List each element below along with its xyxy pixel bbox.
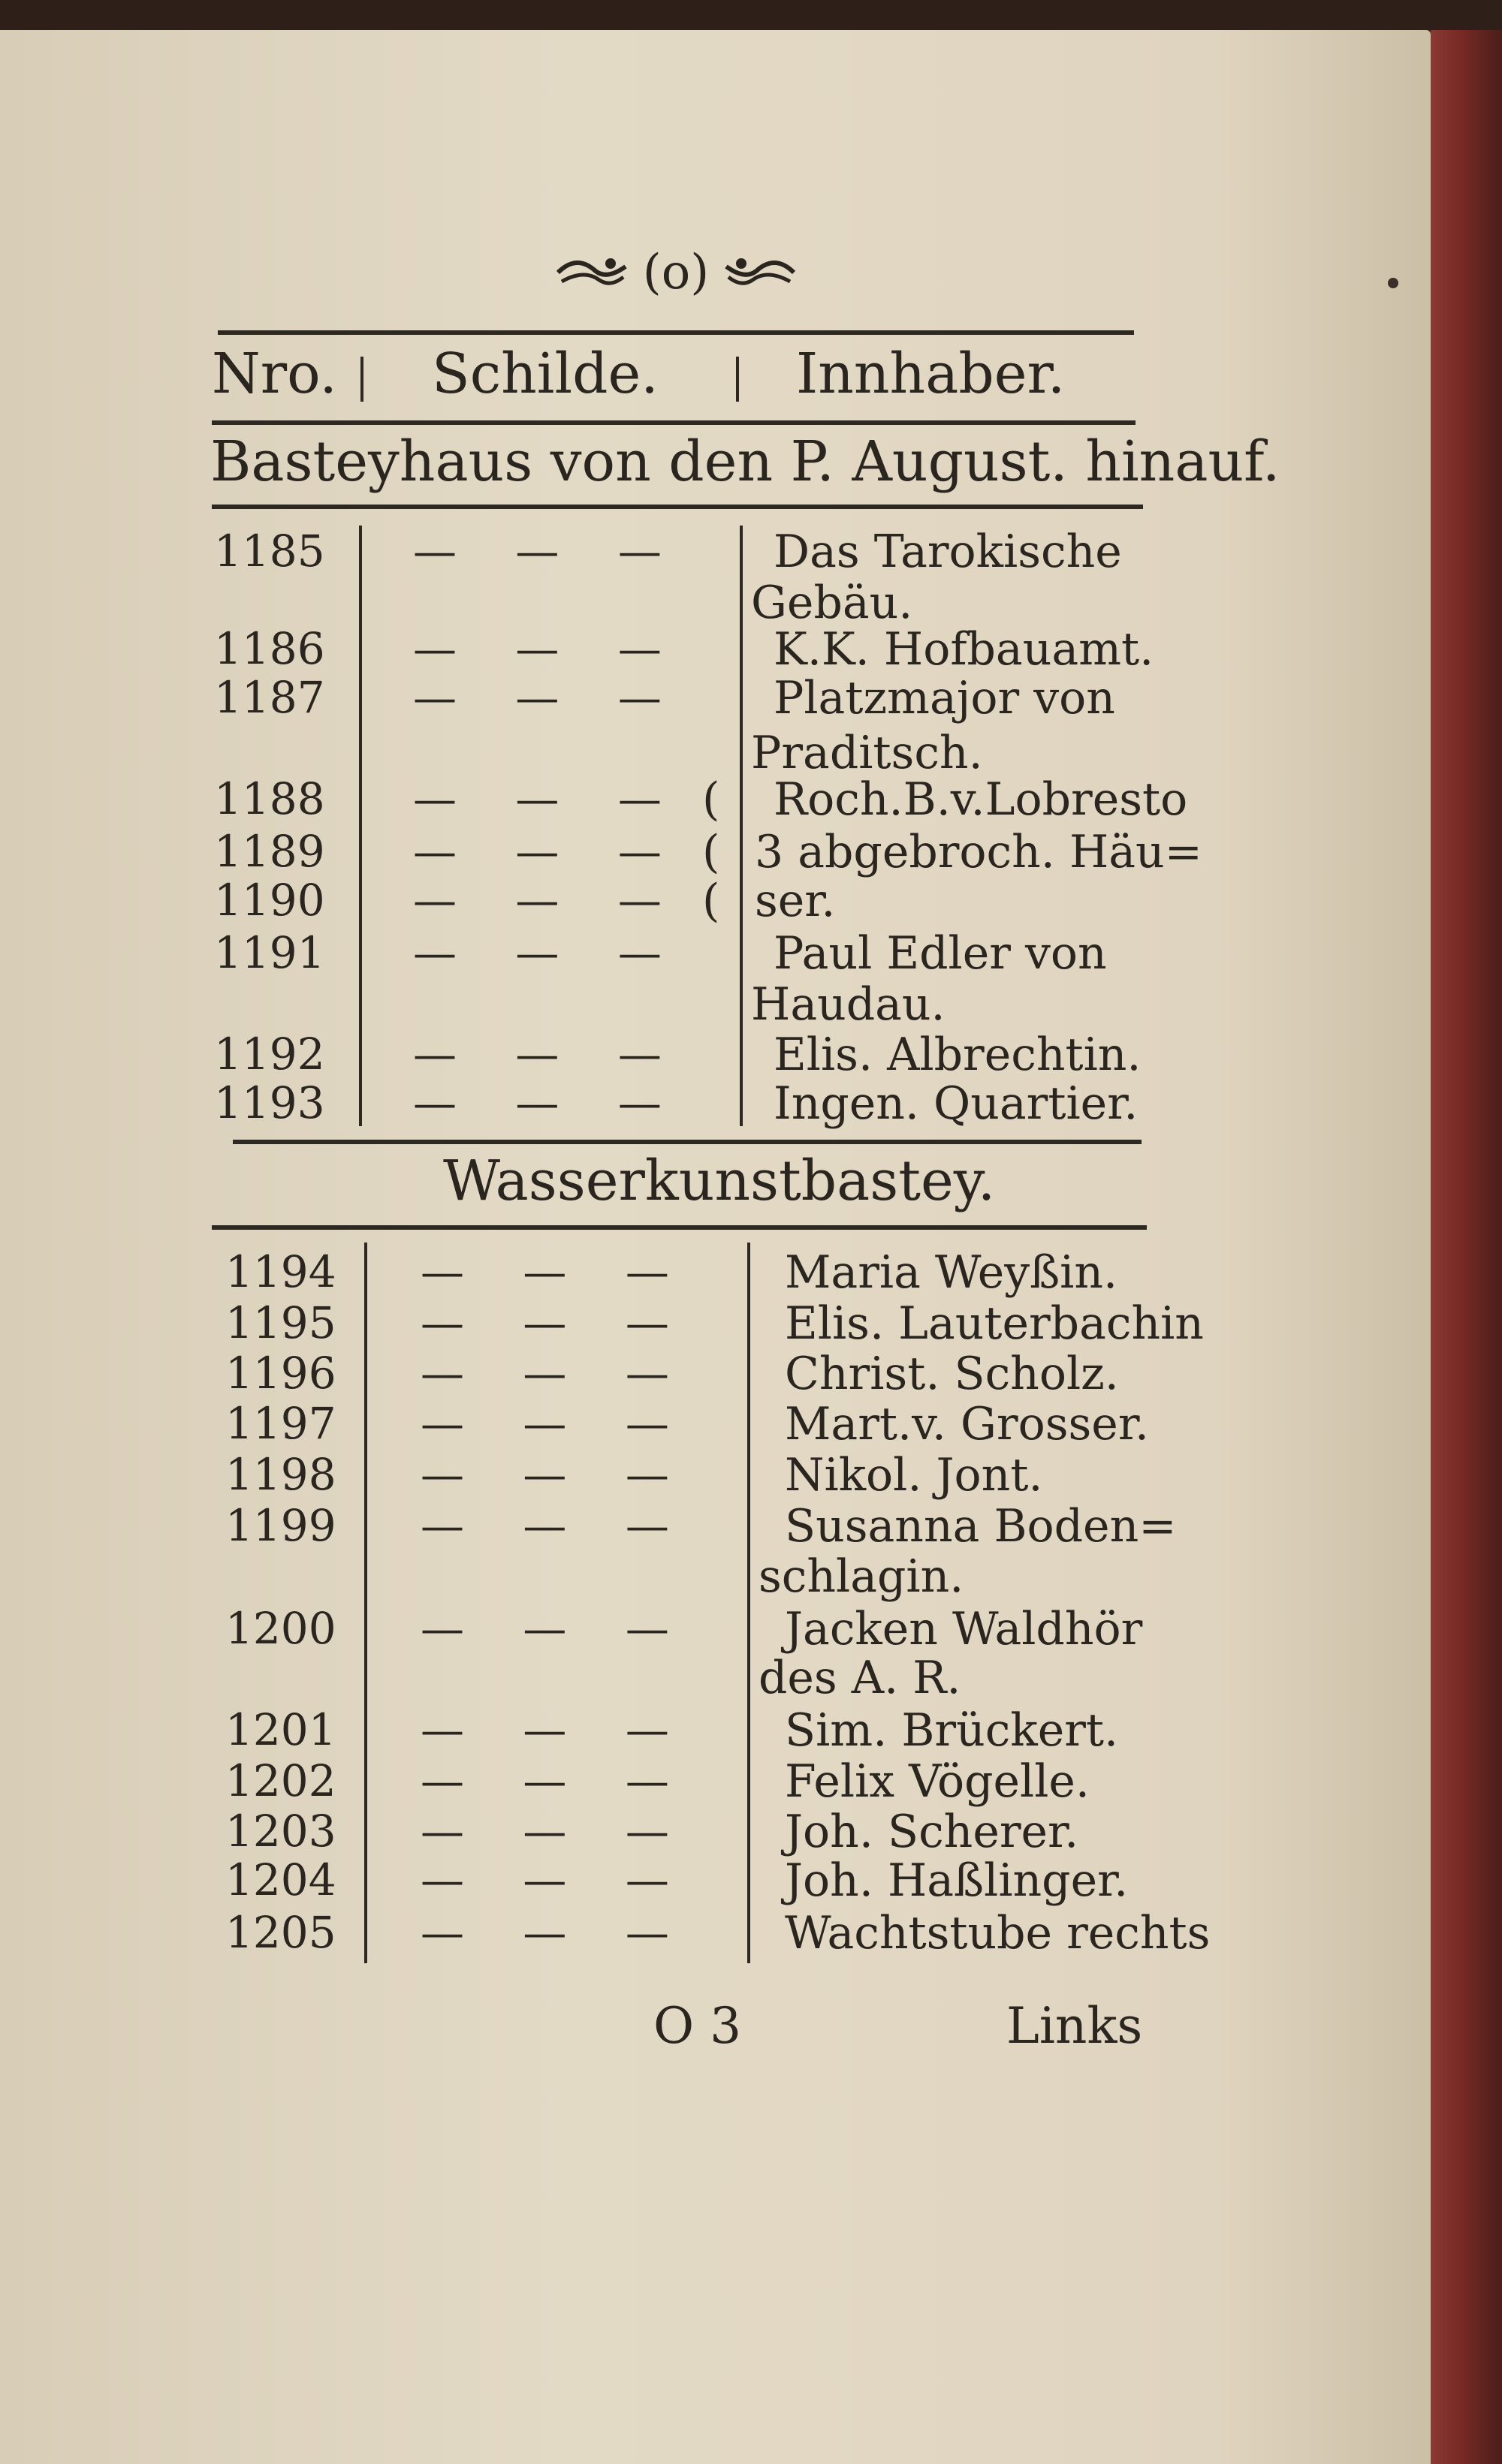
header-top-rule [218, 330, 1134, 335]
page-edge [1431, 30, 1502, 2464]
row-number: 1200 [225, 1603, 336, 1654]
row-dashes: — — — [421, 1854, 692, 1905]
row-dashes: — — — [413, 1077, 684, 1128]
row-dashes: — — — [413, 875, 684, 926]
row-number: 1189 [214, 826, 325, 877]
row-number: 1195 [225, 1297, 336, 1348]
row-number: 1190 [214, 875, 325, 926]
owner-name: ser. [755, 875, 836, 927]
row-dashes: — — — [421, 1297, 692, 1348]
row-dashes: — — — [421, 1348, 692, 1399]
header-divider [360, 357, 363, 402]
row-number: 1203 [225, 1806, 336, 1857]
row-dashes: — — — [413, 623, 684, 674]
row-dashes: — — — [413, 526, 684, 577]
row-number: 1192 [214, 1029, 325, 1080]
owner-name-continued: Haudau. [751, 978, 946, 1031]
right-ornament-icon [722, 250, 798, 295]
row-dashes: — — — [413, 927, 684, 978]
row-number: 1194 [225, 1246, 336, 1297]
row-number: 1201 [225, 1704, 336, 1755]
owner-name-continued: Praditsch. [751, 727, 983, 779]
owner-name: Joh. Haßlinger. [785, 1854, 1129, 1907]
brace-mark: ( [702, 826, 720, 878]
row-number: 1188 [214, 773, 325, 824]
section1-rule [212, 505, 1143, 509]
owner-name: Roch.B.v.Lobresto [774, 773, 1188, 826]
row-number: 1191 [214, 927, 325, 978]
ink-speck [1388, 278, 1398, 288]
column-line [740, 526, 743, 1126]
row-dashes: — — — [421, 1806, 692, 1857]
row-number: 1185 [214, 526, 325, 577]
owner-name-continued: Gebäu. [751, 577, 913, 629]
row-number: 1205 [225, 1907, 336, 1958]
section1-end-rule [233, 1140, 1142, 1144]
row-number: 1196 [225, 1348, 336, 1399]
owner-name: Jacken Waldhör [785, 1603, 1143, 1655]
row-number: 1186 [214, 623, 325, 674]
column-line [747, 1243, 750, 1963]
header-divider [736, 357, 739, 402]
owner-name: Christ. Scholz. [785, 1348, 1119, 1400]
header-nr: Nro. [212, 342, 337, 406]
left-ornament-icon [554, 250, 629, 295]
owner-name: Wachtstube rechts [785, 1907, 1211, 1959]
row-dashes: — — — [413, 672, 684, 723]
owner-name: Sim. Brückert. [785, 1704, 1119, 1757]
row-dashes: — — — [413, 773, 684, 824]
row-dashes: — — — [413, 826, 684, 877]
owner-name: Platzmajor von [774, 672, 1115, 724]
owner-name: Maria Weyßin. [785, 1246, 1118, 1299]
row-dashes: — — — [421, 1704, 692, 1755]
row-number: 1198 [225, 1449, 336, 1500]
owner-name: Mart.v. Grosser. [785, 1398, 1149, 1450]
owner-name: Joh. Scherer. [785, 1806, 1079, 1858]
section1-title: Basteyhaus von den P. August. hinauf. [210, 429, 1280, 494]
brace-mark: ( [702, 875, 720, 927]
row-dashes: — — — [421, 1907, 692, 1958]
row-dashes: — — — [421, 1603, 692, 1654]
owner-name: K.K. Hofbauamt. [774, 623, 1154, 676]
owner-name: Susanna Boden= [785, 1500, 1177, 1553]
signature-mark: O 3 [653, 1997, 742, 2055]
owner-name-continued: des A. R. [759, 1652, 961, 1704]
owner-name: Ingen. Quartier. [774, 1077, 1139, 1130]
brace-mark: ( [702, 773, 720, 826]
owner-name: Elis. Albrechtin. [774, 1029, 1142, 1081]
section2-rule [212, 1225, 1147, 1230]
page-number: (o) [642, 245, 710, 300]
page-ornament [526, 239, 826, 306]
column-line [359, 526, 362, 1126]
row-dashes: — — — [421, 1246, 692, 1297]
owner-name: Das Tarokische [774, 526, 1122, 578]
row-dashes: — — — [421, 1500, 692, 1551]
section2-title: Wasserkunstbastey. [443, 1149, 996, 1213]
row-number: 1187 [214, 672, 325, 723]
owner-name-continued: schlagin. [759, 1550, 964, 1603]
row-dashes: — — — [421, 1449, 692, 1500]
row-number: 1197 [225, 1398, 336, 1449]
catchword: Links [1006, 1997, 1143, 2055]
column-line [364, 1243, 367, 1963]
owner-name: Nikol. Jont. [785, 1449, 1043, 1502]
row-number: 1199 [225, 1500, 336, 1551]
owner-name: Felix Vögelle. [785, 1755, 1090, 1808]
owner-name: Elis. Lauterbachin [785, 1297, 1204, 1350]
owner-name: 3 abgebroch. Häu= [755, 826, 1202, 878]
header-bottom-rule [212, 420, 1136, 425]
owner-name: Paul Edler von [774, 927, 1107, 980]
row-number: 1202 [225, 1755, 336, 1806]
row-number: 1193 [214, 1077, 325, 1128]
row-dashes: — — — [421, 1755, 692, 1806]
header-innhaber: Innhaber. [796, 342, 1066, 406]
row-dashes: — — — [413, 1029, 684, 1080]
row-number: 1204 [225, 1854, 336, 1905]
row-dashes: — — — [421, 1398, 692, 1449]
header-schilde: Schilde. [432, 342, 659, 406]
